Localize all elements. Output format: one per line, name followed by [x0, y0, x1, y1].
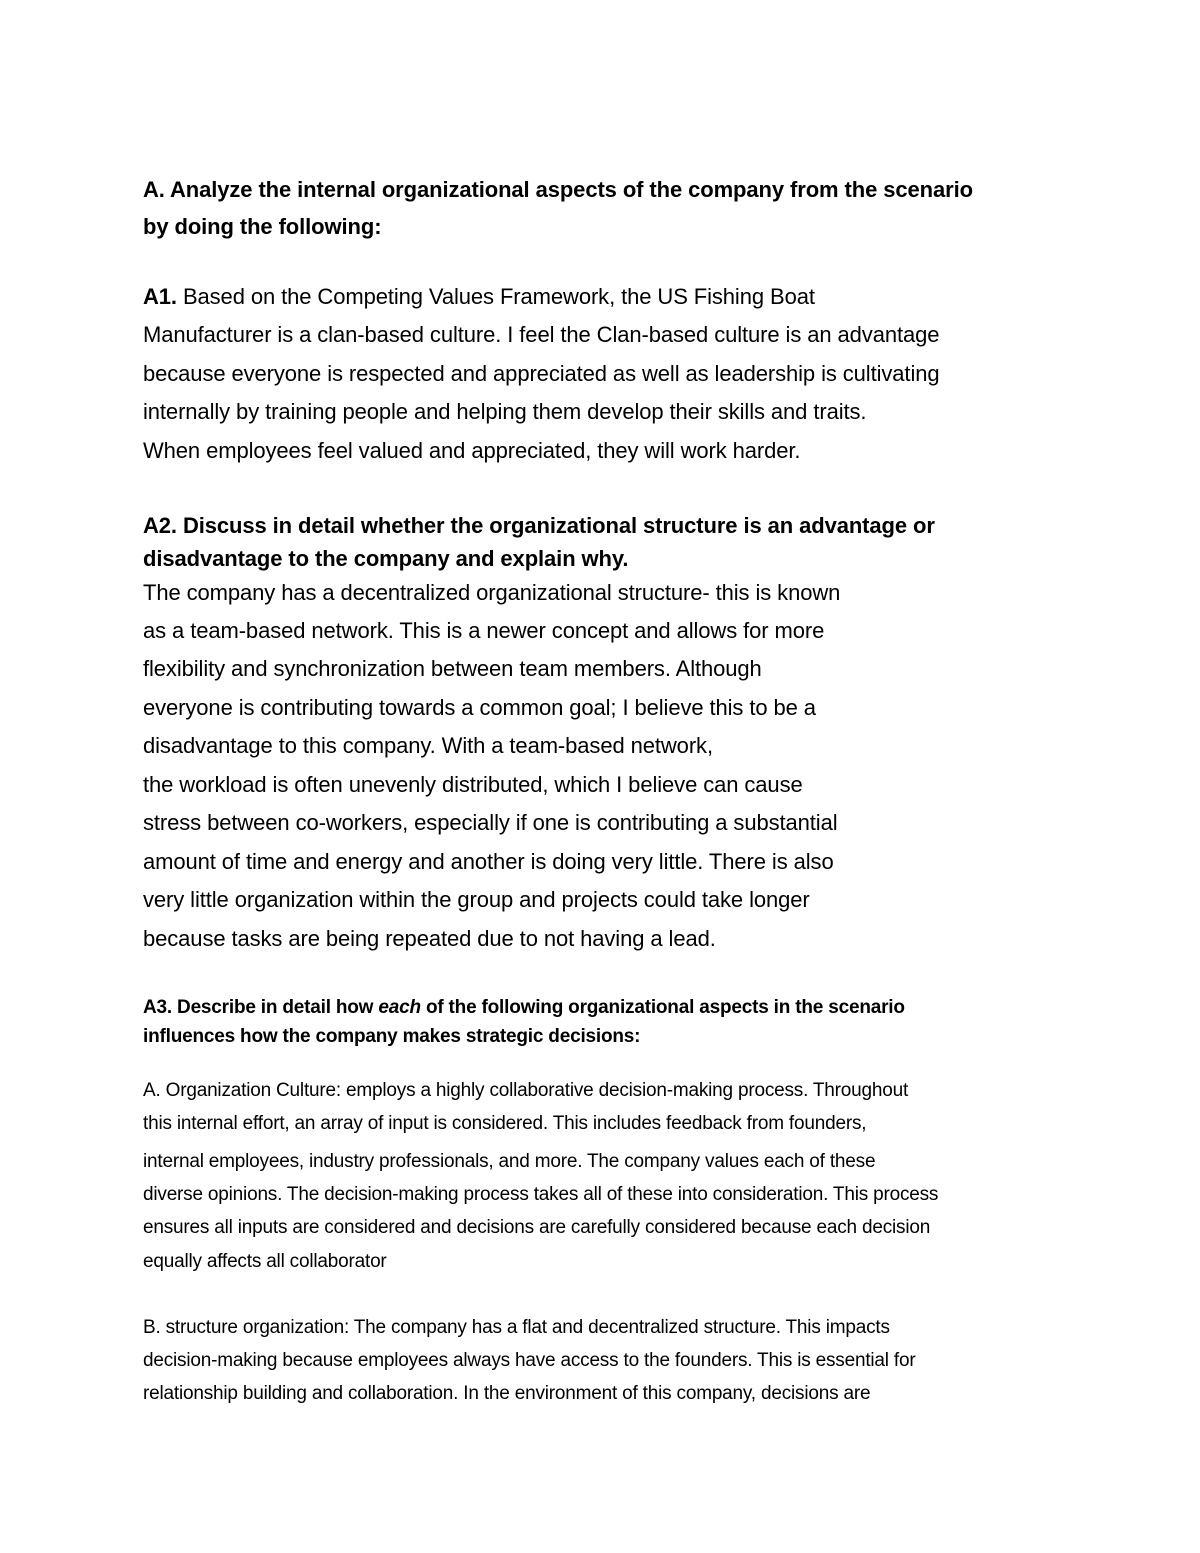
culture-line: this internal effort, an array of input is considered. This includes feedback from founders, [143, 1113, 867, 1134]
a2-body-line: as a team-based network. This is a newer concept and allows for more [143, 618, 825, 643]
culture-line: equally affects all collaborator [143, 1251, 387, 1272]
a3-heading-line1: A3. Describe in detail how each of the following organizational aspects in the scenario [143, 997, 905, 1018]
a1-line3: because everyone is respected and appreciated as well as leadership is cultivating [143, 361, 940, 386]
a2-body-line: because tasks are being repeated due to not having a lead. [143, 926, 716, 951]
structure-line: relationship building and collaboration. In the environment of this company, decisions are [143, 1383, 871, 1404]
section-a-heading-line2: by doing the following: [143, 214, 382, 239]
a2-body-line: flexibility and synchronization between team members. Although [143, 656, 762, 681]
a2-body-line: amount of time and energy and another is doing very little. There is also [143, 849, 834, 874]
a1-line1: A1. Based on the Competing Values Framework, the US Fishing Boat [143, 284, 815, 309]
a2-heading-line1: A2. Discuss in detail whether the organizational structure is an advantage or [143, 513, 935, 538]
culture-line: A. Organization Culture: employs a highly collaborative decision-making process. Throughout [143, 1080, 909, 1101]
a1-line2: Manufacturer is a clan-based culture. I feel the Clan-based culture is an advantage [143, 322, 940, 347]
a1-label: A1. [143, 284, 177, 309]
structure-line: decision-making because employees always have access to the founders. This is essential for [143, 1350, 916, 1371]
culture-line: diverse opinions. The decision-making process takes all of these into consideration. This process [143, 1184, 939, 1205]
a3-heading-emphasis: each [378, 997, 421, 1018]
a3-heading-line2: influences how the company makes strategic decisions: [143, 1026, 641, 1047]
a2-heading-line2: disadvantage to the company and explain why. [143, 546, 629, 571]
culture-line: internal employees, industry professionals, and more. The company values each of these [143, 1151, 876, 1172]
a2-body-line: the workload is often unevenly distributed, which I believe can cause [143, 772, 803, 797]
a1-line4: internally by training people and helping them develop their skills and traits. [143, 399, 867, 424]
a2-body-line: everyone is contributing towards a common goal; I believe this to be a [143, 695, 816, 720]
structure-line: B. structure organization: The company has a flat and decentralized structure. This impacts [143, 1317, 890, 1338]
a2-body-line: The company has a decentralized organizational structure- this is known [143, 580, 841, 605]
culture-line: ensures all inputs are considered and decisions are carefully considered because each decision [143, 1217, 931, 1238]
a2-body-line: very little organization within the group and projects could take longer [143, 887, 810, 912]
a1-line5: When employees feel valued and appreciated, they will work harder. [143, 438, 801, 463]
a2-body-line: disadvantage to this company. With a team-based network, [143, 733, 713, 758]
a2-body-line: stress between co-workers, especially if one is contributing a substantial [143, 810, 838, 835]
section-a-heading-line1: A. Analyze the internal organizational aspects of the company from the scenario [143, 177, 973, 202]
